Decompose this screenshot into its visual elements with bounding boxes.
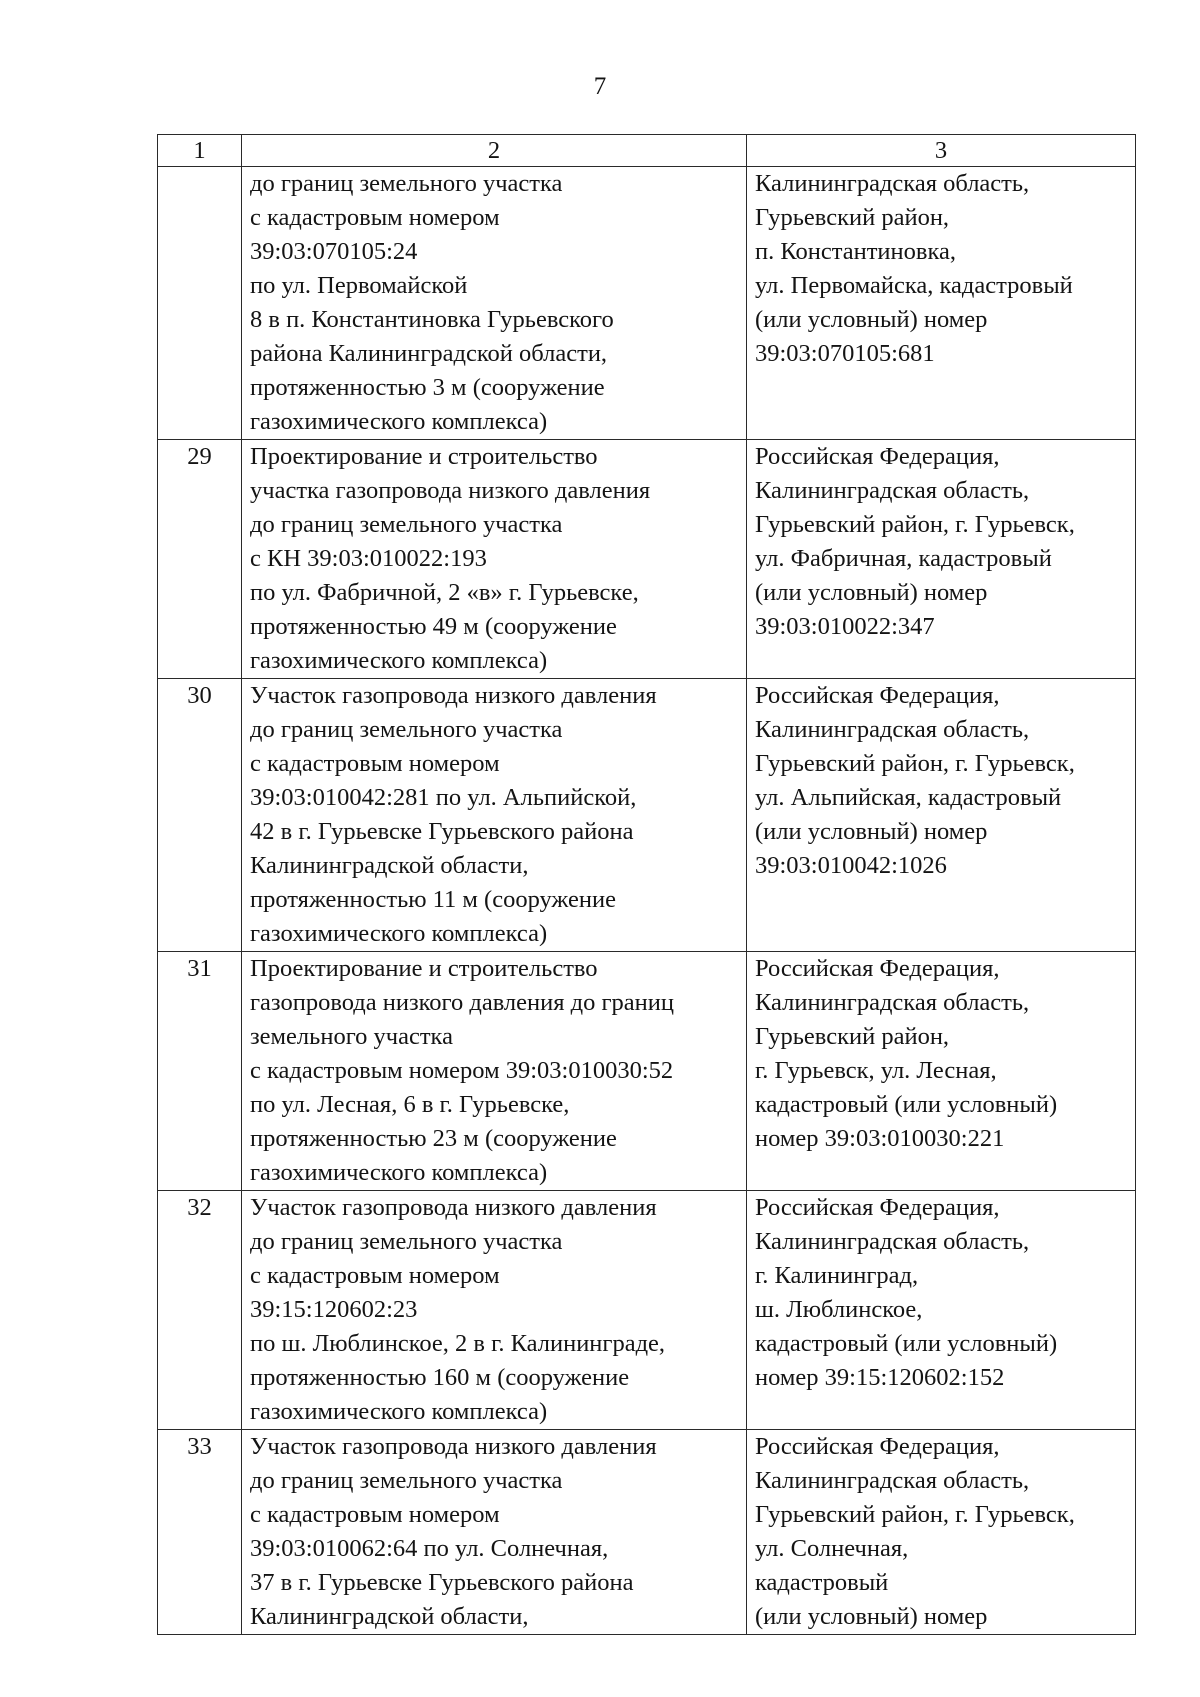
address-line: (или условный) номер xyxy=(755,1603,988,1630)
description-line: газохимического комплекса) xyxy=(250,408,548,435)
object-description xyxy=(242,167,747,440)
address-line: Российская Федерация, xyxy=(755,955,1000,982)
address-line: номер 39:15:120602:152 xyxy=(755,1364,1005,1391)
address-line: 39:03:010022:347 xyxy=(755,613,935,640)
address-line: Калининградская область, xyxy=(755,989,1030,1016)
page-number: 7 xyxy=(593,73,607,100)
address-line: Российская Федерация, xyxy=(755,443,1000,470)
address-line: п. Константиновка, xyxy=(755,238,956,265)
address-line: Российская Федерация, xyxy=(755,1194,1000,1221)
address-line: Российская Федерация, xyxy=(755,1433,1000,1460)
description-line: 42 в г. Гурьевске Гурьевского района xyxy=(250,818,634,845)
address-line: г. Калининград, xyxy=(755,1262,919,1289)
row-number: 32 xyxy=(158,1191,242,1430)
address-line: Калининградская область, xyxy=(755,477,1030,504)
description-line: протяженностью 160 м (сооружение xyxy=(250,1364,630,1391)
object-address xyxy=(747,1191,1136,1430)
table-row xyxy=(158,679,1136,952)
column-header-2: 2 xyxy=(242,135,747,167)
description-line: по ул. Фабричной, 2 «в» г. Гурьевске, xyxy=(250,579,639,606)
objects-table xyxy=(157,134,1136,1635)
address-line: кадастровый (или условный) xyxy=(755,1330,1058,1357)
address-line: 39:03:070105:681 xyxy=(755,340,935,367)
description-line: по ш. Люблинское, 2 в г. Калининграде, xyxy=(250,1330,666,1357)
object-address xyxy=(747,679,1136,952)
description-line: до границ земельного участка xyxy=(250,170,563,197)
address-line: Гурьевский район, г. Гурьевск, xyxy=(755,1501,1075,1528)
description-line: 37 в г. Гурьевске Гурьевского района xyxy=(250,1569,634,1596)
description-line: района Калининградской области, xyxy=(250,340,608,367)
object-description xyxy=(242,1430,747,1635)
row-number: 30 xyxy=(158,679,242,952)
object-address xyxy=(747,1430,1136,1635)
table-body xyxy=(158,167,1136,1635)
address-line: Гурьевский район, г. Гурьевск, xyxy=(755,750,1075,777)
description-line: Калининградской области, xyxy=(250,1603,529,1630)
address-line: ш. Люблинское, xyxy=(755,1296,923,1323)
description-line: протяженностью 11 м (сооружение xyxy=(250,886,616,913)
description-line: 39:15:120602:23 xyxy=(250,1296,418,1323)
address-line: Гурьевский район, xyxy=(755,1023,950,1050)
description-line: Проектирование и строительство xyxy=(250,955,598,982)
object-description xyxy=(242,679,747,952)
description-line: с кадастровым номером xyxy=(250,1501,500,1528)
object-description xyxy=(242,440,747,679)
object-description xyxy=(242,1191,747,1430)
description-line: Калининградской области, xyxy=(250,852,529,879)
description-line: по ул. Лесная, 6 в г. Гурьевске, xyxy=(250,1091,570,1118)
address-line: ул. Солнечная, xyxy=(755,1535,909,1562)
table-row xyxy=(158,1430,1136,1635)
description-line: до границ земельного участка xyxy=(250,511,563,538)
description-line: протяженностью 49 м (сооружение xyxy=(250,613,617,640)
description-line: с кадастровым номером 39:03:010030:52 xyxy=(250,1057,674,1084)
description-line: до границ земельного участка xyxy=(250,716,563,743)
description-line: с кадастровым номером xyxy=(250,750,500,777)
description-line: 39:03:010062:64 по ул. Солнечная, xyxy=(250,1535,609,1562)
description-line: газопровода низкого давления до границ xyxy=(250,989,675,1016)
row-number xyxy=(158,167,242,440)
object-address xyxy=(747,440,1136,679)
description-line: 8 в п. Константиновка Гурьевского xyxy=(250,306,614,333)
table-row xyxy=(158,440,1136,679)
description-line: по ул. Первомайской xyxy=(250,272,468,299)
address-line: Гурьевский район, xyxy=(755,204,950,231)
row-number: 33 xyxy=(158,1430,242,1635)
address-line: Российская Федерация, xyxy=(755,682,1000,709)
description-line: до границ земельного участка xyxy=(250,1228,563,1255)
description-line: с кадастровым номером xyxy=(250,1262,500,1289)
row-number: 31 xyxy=(158,952,242,1191)
address-line: Калининградская область, xyxy=(755,1228,1030,1255)
description-line: 39:03:010042:281 по ул. Альпийской, xyxy=(250,784,637,811)
table-row xyxy=(158,167,1136,440)
description-line: Участок газопровода низкого давления xyxy=(250,682,657,709)
address-line: Гурьевский район, г. Гурьевск, xyxy=(755,511,1075,538)
description-line: протяженностью 23 м (сооружение xyxy=(250,1125,617,1152)
column-header-1: 1 xyxy=(158,135,242,167)
address-line: г. Гурьевск, ул. Лесная, xyxy=(755,1057,997,1084)
description-line: 39:03:070105:24 xyxy=(250,238,418,265)
description-line: газохимического комплекса) xyxy=(250,1398,548,1425)
description-line: газохимического комплекса) xyxy=(250,1159,548,1186)
address-line: 39:03:010042:1026 xyxy=(755,852,947,879)
description-line: Участок газопровода низкого давления xyxy=(250,1194,657,1221)
description-line: Проектирование и строительство xyxy=(250,443,598,470)
address-line: Калининградская область, xyxy=(755,1467,1030,1494)
address-line: (или условный) номер xyxy=(755,306,988,333)
address-line: кадастровый (или условный) xyxy=(755,1091,1058,1118)
table-header-row xyxy=(158,135,1136,167)
address-line: ул. Первомайска, кадастровый xyxy=(755,272,1073,299)
description-line: с КН 39:03:010022:193 xyxy=(250,545,487,572)
object-address xyxy=(747,167,1136,440)
address-line: ул. Альпийская, кадастровый xyxy=(755,784,1062,811)
object-address xyxy=(747,952,1136,1191)
description-line: газохимического комплекса) xyxy=(250,647,548,674)
column-header-3: 3 xyxy=(747,135,1136,167)
address-line: номер 39:03:010030:221 xyxy=(755,1125,1005,1152)
address-line: Калининградская область, xyxy=(755,716,1030,743)
object-description xyxy=(242,952,747,1191)
description-line: протяженностью 3 м (сооружение xyxy=(250,374,605,401)
address-line: (или условный) номер xyxy=(755,579,988,606)
description-line: до границ земельного участка xyxy=(250,1467,563,1494)
address-line: ул. Фабричная, кадастровый xyxy=(755,545,1052,572)
table-row xyxy=(158,952,1136,1191)
address-line: Калининградская область, xyxy=(755,170,1030,197)
address-line: кадастровый xyxy=(755,1569,889,1596)
table-row xyxy=(158,1191,1136,1430)
description-line: газохимического комплекса) xyxy=(250,920,548,947)
description-line: участка газопровода низкого давления xyxy=(250,477,651,504)
description-line: с кадастровым номером xyxy=(250,204,500,231)
address-line: (или условный) номер xyxy=(755,818,988,845)
description-line: земельного участка xyxy=(250,1023,453,1050)
description-line: Участок газопровода низкого давления xyxy=(250,1433,657,1460)
row-number: 29 xyxy=(158,440,242,679)
